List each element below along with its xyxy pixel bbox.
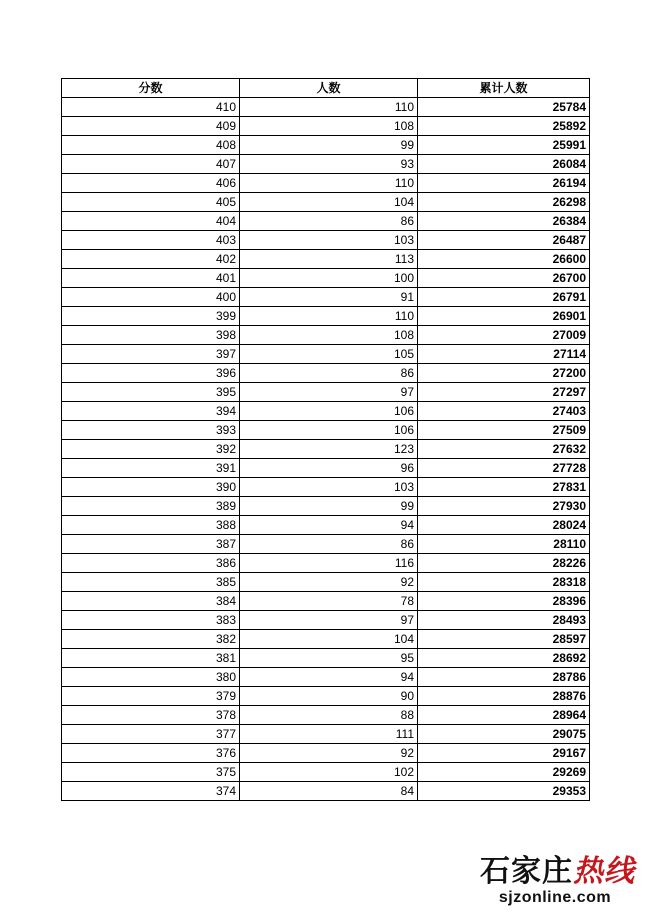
table-row [62, 288, 590, 307]
cell-count: 113 [240, 250, 418, 269]
cell-count: 97 [240, 611, 418, 630]
table-row [62, 706, 590, 725]
cell-cumulative: 26600 [418, 250, 590, 269]
cell-score: 409 [62, 117, 240, 136]
cell-cumulative: 26487 [418, 231, 590, 250]
cell-score: 384 [62, 592, 240, 611]
table-row [62, 611, 590, 630]
cell-score: 382 [62, 630, 240, 649]
cell-cumulative: 27297 [418, 383, 590, 402]
cell-score: 374 [62, 782, 240, 801]
cell-score: 391 [62, 459, 240, 478]
cell-cumulative: 27632 [418, 440, 590, 459]
table-row [62, 402, 590, 421]
cell-score: 392 [62, 440, 240, 459]
cell-count: 88 [240, 706, 418, 725]
table-row [62, 193, 590, 212]
table-row [62, 630, 590, 649]
table-row [62, 383, 590, 402]
cell-score: 408 [62, 136, 240, 155]
watermark-name-part1: 石家庄 [480, 854, 573, 889]
table-row [62, 668, 590, 687]
table-row [62, 592, 590, 611]
cell-count: 92 [240, 573, 418, 592]
header-score: 分数 [62, 79, 240, 98]
table-row [62, 250, 590, 269]
table-row [62, 725, 590, 744]
table-row [62, 573, 590, 592]
cell-cumulative: 28318 [418, 573, 590, 592]
cell-count: 104 [240, 630, 418, 649]
cell-count: 103 [240, 231, 418, 250]
cell-cumulative: 29353 [418, 782, 590, 801]
cell-count: 110 [240, 307, 418, 326]
cell-score: 396 [62, 364, 240, 383]
cell-score: 393 [62, 421, 240, 440]
cell-score: 386 [62, 554, 240, 573]
header-cumulative: 累计人数 [418, 79, 590, 98]
cell-score: 376 [62, 744, 240, 763]
table-row [62, 687, 590, 706]
cell-score: 388 [62, 516, 240, 535]
cell-score: 399 [62, 307, 240, 326]
cell-count: 86 [240, 212, 418, 231]
cell-score: 410 [62, 98, 240, 117]
table-row [62, 117, 590, 136]
cell-score: 407 [62, 155, 240, 174]
table-body [62, 98, 590, 801]
cell-cumulative: 25892 [418, 117, 590, 136]
cell-score: 398 [62, 326, 240, 345]
watermark-site-url: sjzonline.com [498, 889, 612, 906]
table-row [62, 136, 590, 155]
cell-cumulative: 28493 [418, 611, 590, 630]
cell-cumulative: 27403 [418, 402, 590, 421]
cell-count: 108 [240, 117, 418, 136]
header-row [62, 79, 590, 98]
cell-cumulative: 29075 [418, 725, 590, 744]
cell-score: 379 [62, 687, 240, 706]
cell-cumulative: 25991 [418, 136, 590, 155]
cell-score: 403 [62, 231, 240, 250]
table-row [62, 98, 590, 117]
cell-cumulative: 26298 [418, 193, 590, 212]
cell-count: 90 [240, 687, 418, 706]
cell-score: 390 [62, 478, 240, 497]
table-row [62, 364, 590, 383]
cell-count: 100 [240, 269, 418, 288]
watermark-chinese-name [480, 854, 635, 889]
cell-count: 99 [240, 136, 418, 155]
cell-score: 402 [62, 250, 240, 269]
cell-score: 400 [62, 288, 240, 307]
cell-cumulative: 28786 [418, 668, 590, 687]
cell-count: 92 [240, 744, 418, 763]
table-row [62, 231, 590, 250]
cell-count: 104 [240, 193, 418, 212]
table-row [62, 763, 590, 782]
table-row [62, 649, 590, 668]
table-row [62, 212, 590, 231]
table-row [62, 497, 590, 516]
cell-cumulative: 28024 [418, 516, 590, 535]
cell-score: 387 [62, 535, 240, 554]
cell-score: 385 [62, 573, 240, 592]
cell-count: 123 [240, 440, 418, 459]
cell-count: 116 [240, 554, 418, 573]
cell-cumulative: 25784 [418, 98, 590, 117]
cell-cumulative: 28876 [418, 687, 590, 706]
cell-count: 102 [240, 763, 418, 782]
cell-cumulative: 29167 [418, 744, 590, 763]
cell-cumulative: 26901 [418, 307, 590, 326]
cell-cumulative: 26384 [418, 212, 590, 231]
cell-cumulative: 27509 [418, 421, 590, 440]
cell-score: 377 [62, 725, 240, 744]
cell-cumulative: 27930 [418, 497, 590, 516]
cell-cumulative: 29269 [418, 763, 590, 782]
table-row [62, 535, 590, 554]
cell-count: 95 [240, 649, 418, 668]
cell-cumulative: 26084 [418, 155, 590, 174]
cell-score: 397 [62, 345, 240, 364]
cell-score: 381 [62, 649, 240, 668]
cell-cumulative: 28110 [418, 535, 590, 554]
cell-cumulative: 28396 [418, 592, 590, 611]
cell-count: 105 [240, 345, 418, 364]
header-count: 人数 [240, 79, 418, 98]
cell-count: 94 [240, 668, 418, 687]
table-row [62, 345, 590, 364]
cell-count: 108 [240, 326, 418, 345]
cell-count: 97 [240, 383, 418, 402]
cell-count: 110 [240, 98, 418, 117]
cell-cumulative: 28964 [418, 706, 590, 725]
cell-count: 103 [240, 478, 418, 497]
cell-cumulative: 26700 [418, 269, 590, 288]
cell-count: 91 [240, 288, 418, 307]
table-row [62, 440, 590, 459]
cell-count: 94 [240, 516, 418, 535]
cell-count: 106 [240, 421, 418, 440]
cell-cumulative: 27114 [418, 345, 590, 364]
cell-count: 84 [240, 782, 418, 801]
table-row [62, 174, 590, 193]
cell-score: 394 [62, 402, 240, 421]
cell-count: 96 [240, 459, 418, 478]
cell-score: 389 [62, 497, 240, 516]
table-row [62, 782, 590, 801]
table-row [62, 155, 590, 174]
cell-count: 86 [240, 535, 418, 554]
table-row [62, 459, 590, 478]
cell-cumulative: 26791 [418, 288, 590, 307]
cell-cumulative: 26194 [418, 174, 590, 193]
watermark-name-part2: 热线 [573, 854, 635, 889]
cell-score: 405 [62, 193, 240, 212]
table-header [62, 79, 590, 98]
score-distribution-table [61, 78, 590, 801]
cell-cumulative: 27831 [418, 478, 590, 497]
site-watermark-logo [480, 854, 635, 907]
table-row [62, 516, 590, 535]
cell-score: 378 [62, 706, 240, 725]
table-row [62, 744, 590, 763]
cell-count: 78 [240, 592, 418, 611]
cell-score: 383 [62, 611, 240, 630]
table-row [62, 326, 590, 345]
cell-score: 406 [62, 174, 240, 193]
cell-score: 395 [62, 383, 240, 402]
cell-score: 404 [62, 212, 240, 231]
cell-cumulative: 27728 [418, 459, 590, 478]
cell-count: 86 [240, 364, 418, 383]
cell-count: 99 [240, 497, 418, 516]
table-row [62, 421, 590, 440]
cell-count: 110 [240, 174, 418, 193]
cell-score: 375 [62, 763, 240, 782]
table-row [62, 269, 590, 288]
table-row [62, 478, 590, 497]
cell-count: 111 [240, 725, 418, 744]
cell-score: 401 [62, 269, 240, 288]
table-row [62, 307, 590, 326]
cell-cumulative: 28692 [418, 649, 590, 668]
cell-cumulative: 28597 [418, 630, 590, 649]
cell-count: 93 [240, 155, 418, 174]
table-row [62, 554, 590, 573]
cell-cumulative: 28226 [418, 554, 590, 573]
cell-count: 106 [240, 402, 418, 421]
cell-cumulative: 27200 [418, 364, 590, 383]
cell-cumulative: 27009 [418, 326, 590, 345]
cell-score: 380 [62, 668, 240, 687]
